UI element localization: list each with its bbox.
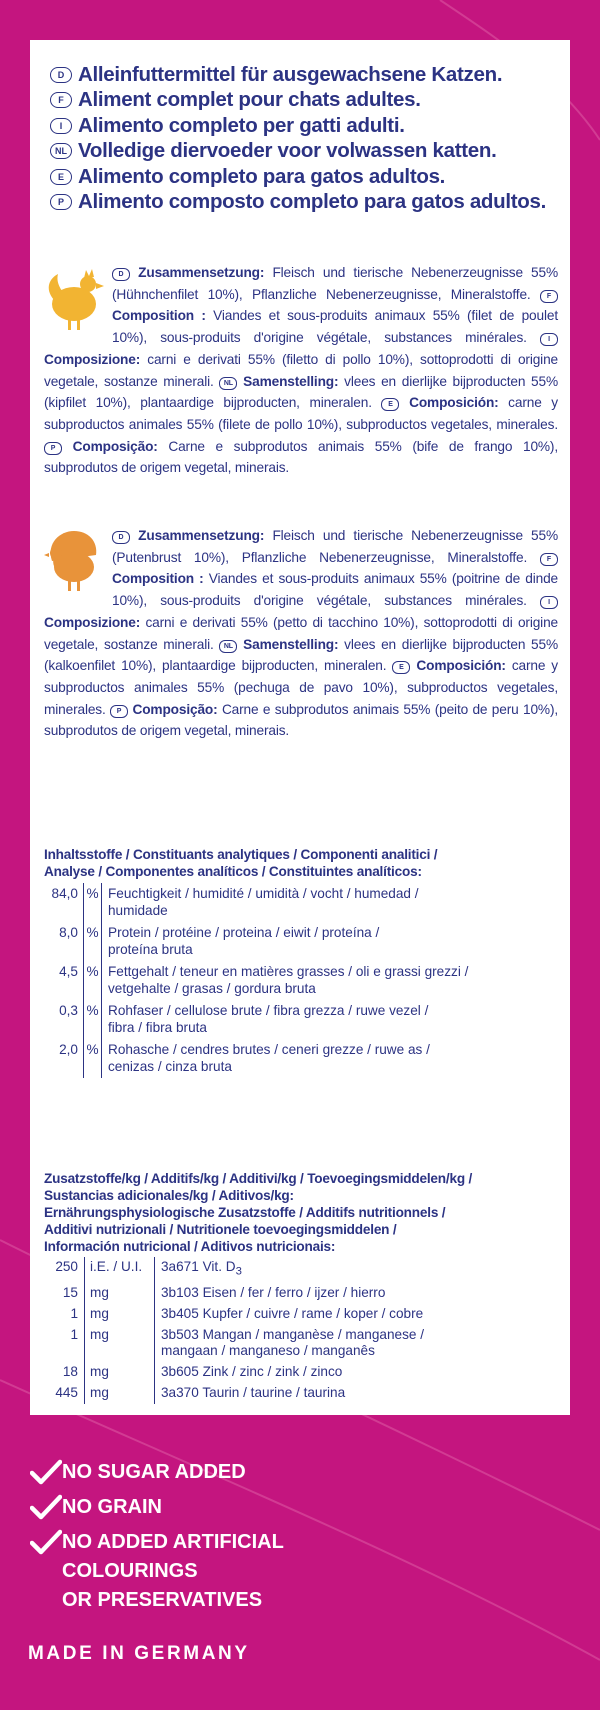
value-cell: 1 xyxy=(44,1325,85,1362)
claim-line: GRAIN xyxy=(92,1496,162,1518)
value-cell: 8,0 xyxy=(44,922,84,961)
lang-badge-small: D xyxy=(112,268,130,281)
claim-item xyxy=(30,1528,284,1615)
description-line: Protein / protéine / proteina / eiwit / proteína / xyxy=(108,925,380,940)
title-row xyxy=(50,88,560,114)
title-text: Alimento completo para gatos adultos. xyxy=(78,164,446,188)
value-cell: 18 xyxy=(44,1362,85,1383)
value-cell: 15 xyxy=(44,1283,85,1304)
description-cell: 3b605 Zink / zinc / zink / zinco xyxy=(161,1363,343,1379)
analysis-table xyxy=(44,883,468,1078)
lang-badge-small: NL xyxy=(219,640,237,653)
value-cell: 445 xyxy=(44,1383,85,1404)
product-claims xyxy=(30,1458,284,1615)
unit-cell: i.E. / U.I. xyxy=(85,1257,155,1283)
description-line: fibra / fibra bruta xyxy=(108,1020,207,1035)
additives-subheading: Additivi nutrizionali / Nutritionele toevoegingsmiddelen / xyxy=(44,1222,397,1237)
description-line: proteína bruta xyxy=(108,942,193,957)
additives-table xyxy=(44,1257,424,1404)
claim-line: ADDED ARTIFICIAL xyxy=(92,1531,284,1553)
table-row xyxy=(44,1000,468,1039)
composition-text: vlees en dierlijke bijproducten 55% (kipfilet 10%), plantaardige bijproducten, mineralen. xyxy=(44,373,559,411)
description-line: 3b503 Mangan / manganèse / manganese / xyxy=(161,1326,425,1342)
composition-heading: Composizione: xyxy=(44,614,141,630)
chicken-icon xyxy=(44,264,106,332)
info-panel xyxy=(30,40,570,1415)
unit-cell: % xyxy=(84,1039,102,1078)
additives-subheading: Ernährungsphysiologische Zusatzstoffe / Additifs nutritionnels / xyxy=(44,1205,446,1220)
unit-cell: mg xyxy=(85,1283,155,1304)
claim-bold: NO xyxy=(62,1461,92,1483)
unit-cell: % xyxy=(84,922,102,961)
composition-heading: Zusammensetzung: xyxy=(138,528,265,543)
lang-badge-small: E xyxy=(392,661,410,674)
value-cell: 2,0 xyxy=(44,1039,84,1078)
lang-badge: F xyxy=(50,92,72,108)
title-text: Volledige diervoeder voor volwassen katten. xyxy=(78,139,497,163)
title-row xyxy=(50,190,560,216)
lang-badge-small: P xyxy=(110,705,128,718)
additives-heading: Sustancias adicionales/kg / Aditivos/kg: xyxy=(44,1188,294,1203)
table-row xyxy=(44,1383,424,1404)
composition-chicken xyxy=(44,262,558,479)
description-cell xyxy=(102,883,469,922)
composition-heading: Composizione: xyxy=(44,351,141,367)
product-titles xyxy=(50,62,560,215)
checkmark-icon xyxy=(30,1459,62,1485)
composition-heading: Composition : xyxy=(112,308,206,324)
analytical-constituents xyxy=(44,846,558,1078)
composition-heading: Samenstelling: xyxy=(243,373,339,389)
table-row xyxy=(44,1325,424,1362)
unit-cell: mg xyxy=(85,1362,155,1383)
claim-line: SUGAR ADDED xyxy=(92,1461,246,1483)
lang-badge: P xyxy=(50,194,72,210)
description-line: vetgehalte / grasas / gordura bruta xyxy=(108,981,316,996)
lang-badge-small: F xyxy=(540,290,558,303)
title-text: Aliment complet pour chats adultes. xyxy=(78,88,421,112)
lang-badge: E xyxy=(50,169,72,185)
description-line: mangaan / manganeso / manganês xyxy=(161,1342,375,1358)
claim-item xyxy=(30,1458,284,1487)
title-row xyxy=(50,164,560,190)
table-row xyxy=(44,922,468,961)
composition-heading: Composition : xyxy=(112,571,204,587)
composition-text: Fleisch und tierische Nebenerzeugnisse 55% (Hühnchenfilet 10%), Pflanzliche Nebenerzeugnisse, Mineralstoffe. xyxy=(112,265,559,302)
checkmark-icon xyxy=(30,1529,62,1555)
claim-line: COLOURINGS xyxy=(62,1560,198,1582)
composition-text: carni e derivati 55% (petto di tacchino 10%), sottoprodotti di origine vegetale, sostanze minerali. xyxy=(44,614,558,652)
composition-text: Viandes et sous-produits animaux 55% (poitrine de dinde 10%), sous-produits d'origine végétale, substances minérales. xyxy=(112,571,559,609)
lang-badge: D xyxy=(50,67,72,83)
claim-text xyxy=(62,1528,284,1615)
description-cell xyxy=(102,922,469,961)
composition-heading: Composición: xyxy=(409,395,499,411)
value-cell: 0,3 xyxy=(44,1000,84,1039)
composition-text: carne y subproductos animales 55% (pechuga de pavo 10%), subproductos vegetales, minerales. xyxy=(44,658,558,717)
description-line: cenizas / cinza bruta xyxy=(108,1059,232,1074)
lang-badge-small: I xyxy=(540,333,558,346)
additives-heading: Zusatzstoffe/kg / Additifs/kg / Additivi/kg / Toevoegingsmiddelen/kg / xyxy=(44,1171,473,1186)
description-line: humidade xyxy=(108,903,168,918)
lang-badge-small: E xyxy=(381,398,399,411)
description-cell: 3b405 Kupfer / cuivre / rame / koper / cobre xyxy=(161,1305,424,1321)
checkmark-icon xyxy=(30,1494,62,1520)
lang-badge-small: F xyxy=(540,553,558,566)
table-row xyxy=(44,1283,424,1304)
title-row xyxy=(50,62,560,88)
unit-cell: % xyxy=(84,883,102,922)
composition-text: Carne e subprodutos animais 55% (bife de frango 10%), subprodutos de origem vegetal, minerais. xyxy=(44,438,558,476)
composition-turkey xyxy=(44,525,558,742)
composition-heading: Samenstelling: xyxy=(243,636,339,652)
value-cell: 250 xyxy=(44,1257,85,1283)
title-text: Alleinfuttermittel für ausgewachsene Katzen. xyxy=(78,62,503,86)
claim-item xyxy=(30,1493,284,1522)
description-cell xyxy=(102,1039,469,1078)
lang-badge-small: I xyxy=(540,596,558,609)
composition-heading: Composición: xyxy=(416,658,506,674)
analysis-heading: Inhaltsstoffe / Constituants analytiques / Componenti analitici / xyxy=(44,847,438,862)
made-in-label: MADE IN GERMANY xyxy=(28,1643,250,1664)
title-text: Alimento completo per gatti adulti. xyxy=(78,113,405,137)
value-cell: 1 xyxy=(44,1304,85,1325)
table-row xyxy=(44,1304,424,1325)
lang-badge-small: P xyxy=(44,442,62,455)
unit-cell: % xyxy=(84,961,102,1000)
composition-heading: Composição: xyxy=(72,438,158,454)
description-line: Rohfaser / cellulose brute / fibra grezza / ruwe vezel / xyxy=(108,1003,429,1018)
unit-cell: mg xyxy=(85,1383,155,1404)
claim-bold: NO xyxy=(62,1496,92,1518)
table-row xyxy=(44,883,468,922)
description-line: Feuchtigkeit / humidité / umidità / vocht / humedad / xyxy=(108,886,419,901)
composition-heading: Zusammensetzung: xyxy=(138,265,265,280)
description-cell xyxy=(102,961,469,1000)
composition-text: carni e derivati 55% (filetto di pollo 10%), sottoprodotti di origine vegetale, sostanze minerali. xyxy=(44,351,558,389)
claim-text xyxy=(62,1493,162,1522)
composition-heading: Composição: xyxy=(132,701,218,717)
claim-bold: NO xyxy=(62,1531,92,1553)
description-line: Fettgehalt / teneur en matières grasses / oli e grassi grezzi / xyxy=(108,964,469,979)
turkey-icon xyxy=(44,527,106,593)
composition-text: carne y subproductos animales 55% (filete de pollo 10%), subproductos vegetales, minerales. xyxy=(44,395,558,432)
value-cell: 4,5 xyxy=(44,961,84,1000)
description-cell xyxy=(155,1325,425,1362)
table-row xyxy=(44,1039,468,1078)
table-row xyxy=(44,961,468,1000)
description-cell: 3b103 Eisen / fer / ferro / ijzer / hierro xyxy=(161,1284,386,1300)
composition-text: Viandes et sous-produits animaux 55% (filet de poulet 10%), sous-produits d'origine végétale, substances minérales. xyxy=(112,308,558,346)
lang-badge-small: NL xyxy=(219,377,237,390)
claim-text xyxy=(62,1458,246,1487)
description-cell xyxy=(102,1000,469,1039)
unit-cell: mg xyxy=(85,1325,155,1362)
title-text: Alimento composto completo para gatos adultos. xyxy=(78,190,547,214)
claim-line: OR PRESERVATIVES xyxy=(62,1589,263,1611)
table-row xyxy=(44,1362,424,1383)
lang-badge: NL xyxy=(50,143,72,159)
unit-cell: % xyxy=(84,1000,102,1039)
lang-badge-small: D xyxy=(112,531,130,544)
composition-text: vlees en dierlijke bijproducten 55% (kalkoenfilet 10%), plantaardige bijproducten, mineralen. xyxy=(44,636,559,674)
subscript: 3 xyxy=(235,1265,242,1278)
description-cell: 3a370 Taurin / taurine / taurina xyxy=(161,1384,346,1400)
lang-badge: I xyxy=(50,118,72,134)
composition-text: Carne e subprodutos animais 55% (peito de peru 10%), subprodutos de origem vegetal, minerais. xyxy=(44,701,559,739)
analysis-heading: Analyse / Componentes analíticos / Constituintes analíticos: xyxy=(44,864,422,879)
title-row xyxy=(50,139,560,165)
value-cell: 84,0 xyxy=(44,883,84,922)
table-row xyxy=(44,1257,424,1283)
additives-subheading: Información nutricional / Aditivos nutricionais: xyxy=(44,1239,336,1254)
description-line: Rohasche / cendres brutes / ceneri grezze / ruwe as / xyxy=(108,1042,430,1057)
additives-section xyxy=(44,1170,558,1404)
title-row xyxy=(50,113,560,139)
composition-text: Fleisch und tierische Nebenerzeugnisse 55% (Putenbrust 10%), Pflanzliche Nebenerzeugnisse, Mineralstoffe. xyxy=(112,528,559,565)
unit-cell: mg xyxy=(85,1304,155,1325)
description-line: 3a671 Vit. D xyxy=(161,1259,236,1274)
description-cell xyxy=(155,1257,425,1283)
